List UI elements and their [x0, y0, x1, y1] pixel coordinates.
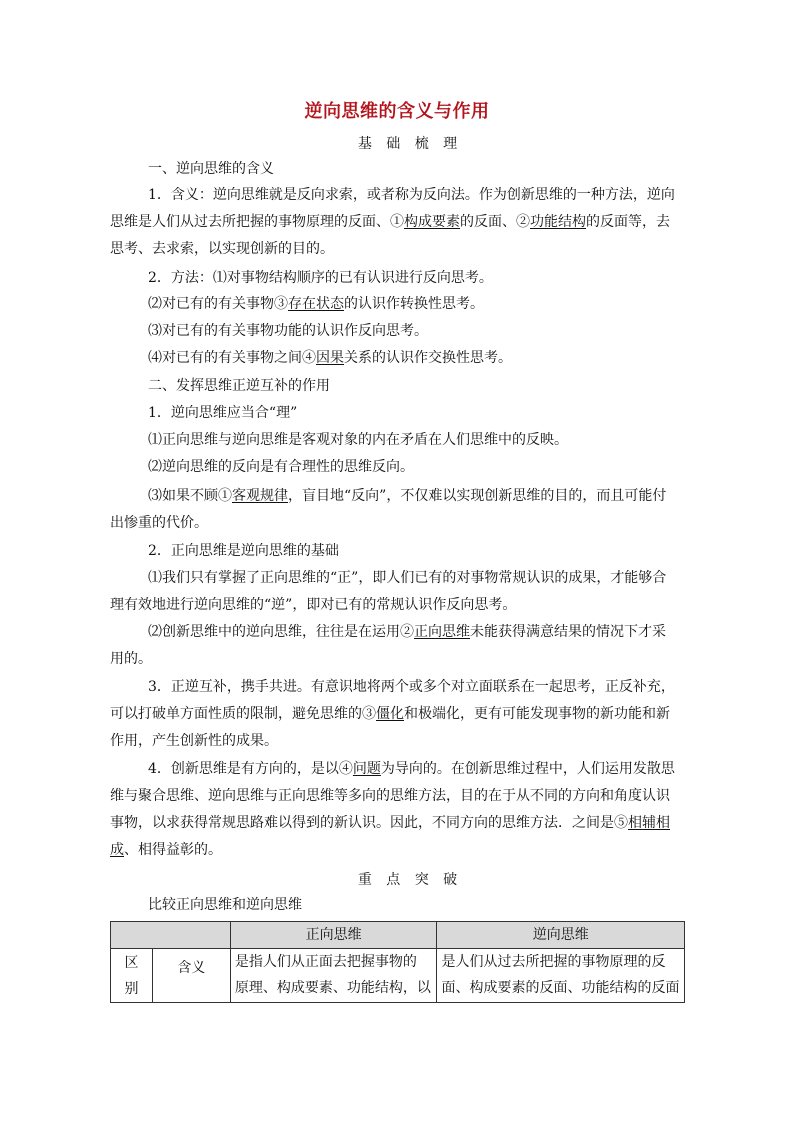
p5-line1: 3．正逆互补，携手共进。有意识地将两个或多个对立面联系在一起思考，正反补充， — [148, 679, 675, 695]
table-row — [111, 949, 685, 1003]
p6-line1: 4．创新思维是有方向的，是以④问题为导向的。在创新思维过程中，人们运用发散思 — [148, 761, 675, 777]
blank-answer: 问题 — [352, 761, 381, 777]
part2-heading: 二、发挥思维正逆互补的作用 — [148, 378, 330, 394]
blank-answer: 功能结构 — [530, 214, 586, 230]
p6-line3: 事物，以求获得常规思路难以得到的新认识。因此，不同方向的思维方法．之间是⑤相辅相 — [110, 815, 670, 831]
p3-line3: ⑵逆向思维的反向是有合理性的思维反向。 — [148, 459, 414, 475]
table-cell: 是指人们从正面去把握事物的 原理、构成要素、功能结构，以 — [230, 949, 437, 1003]
p1-line2: 思维是人们从过去所把握的事物原理的反面、①构成要素的反面、②功能结构的反面等，去 — [110, 214, 670, 230]
blank-answer: 正向思维 — [414, 624, 470, 640]
blank-answer: 存在状态 — [288, 296, 344, 312]
p4-line5: 用的。 — [110, 651, 152, 667]
p2-line3: ⑶对已有的有关事物功能的认识作反向思考。 — [148, 323, 428, 339]
table-row-label: 含义 — [152, 949, 230, 1003]
p2-line1: 2．方法：⑴对事物结构顺序的已有认识进行反向思考。 — [148, 270, 493, 286]
table-header-cell: 逆向思维 — [437, 922, 685, 949]
blank-answer: 相辅相 — [628, 815, 670, 831]
p1-line1: 1．含义：逆向思维就是反向求索，或者称为反向法。作为创新思维的一种方法，逆向 — [148, 187, 675, 203]
p3-line1: 1．逆向思维应当合“理” — [148, 405, 298, 421]
blank-answer: 客观规律 — [232, 488, 288, 504]
p6-line2: 维与聚合思维、逆向思维与正向思维等多向的思维方法，目的在于从不同的方向和角度认识 — [110, 788, 670, 804]
p1-line3: 思考、去求索，以实现创新的目的。 — [110, 241, 334, 257]
part1-heading: 一、逆向思维的含义 — [148, 161, 274, 177]
section-heading-basics: 基 础 梳 理 — [357, 136, 463, 152]
p5-line2: 可以打破单方面性质的限制，避免思维的③僵化和极端化，更有可能发现事物的新功能和新 — [110, 706, 670, 722]
p4-line4: ⑵创新思维中的逆向思维，往往是在运用②正向思维未能获得满意结果的情况下才采 — [148, 624, 666, 640]
comparison-table — [110, 921, 685, 1003]
p2-line2: ⑵对已有的有关事物③存在状态的认识作转换性思考。 — [148, 296, 484, 312]
table-group-cell: 区 别 — [111, 949, 153, 1003]
table-cell: 是人们从过去所把握的事物原理的反 面、构成要素的反面、功能结构的反面 — [437, 949, 685, 1003]
section-heading-key-points: 重 点 突 破 — [357, 872, 463, 888]
table-header-row — [111, 922, 685, 949]
p4-line3: 理有效地进行逆向思维的“逆”，即对已有的常规认识作反向思考。 — [110, 597, 517, 613]
table-header-cell: 正向思维 — [230, 922, 437, 949]
p3-line2: ⑴正向思维与逆向思维是客观对象的内在矛盾在人们思维中的反映。 — [148, 432, 568, 448]
p3-line4: ⑶如果不顾①客观规律，盲目地“反向”，不仅难以实现创新思维的目的，而且可能付 — [148, 488, 667, 504]
page-title: 逆向思维的含义与作用 — [304, 101, 490, 122]
comparison-caption: 比较正向思维和逆向思维 — [148, 897, 302, 913]
p4-line2: ⑴我们只有掌握了正向思维的“正”，即人们已有的对事物常规认识的成果，才能够合 — [148, 570, 667, 586]
p6-line4: 成、相得益彰的。 — [110, 842, 222, 858]
blank-answer: 因果 — [316, 350, 344, 366]
blank-answer: 成 — [110, 842, 124, 858]
blank-answer: 构成要素 — [404, 214, 460, 230]
blank-answer: 僵化 — [376, 706, 404, 722]
p2-line4: ⑷对已有的有关事物之间④因果关系的认识作交换性思考。 — [148, 350, 512, 366]
p5-line3: 作用，产生创新性的成果。 — [110, 733, 278, 749]
table-header-cell — [111, 922, 231, 949]
p4-line1: 2．正向思维是逆向思维的基础 — [148, 543, 339, 559]
p3-line5: 出惨重的代价。 — [110, 515, 208, 531]
